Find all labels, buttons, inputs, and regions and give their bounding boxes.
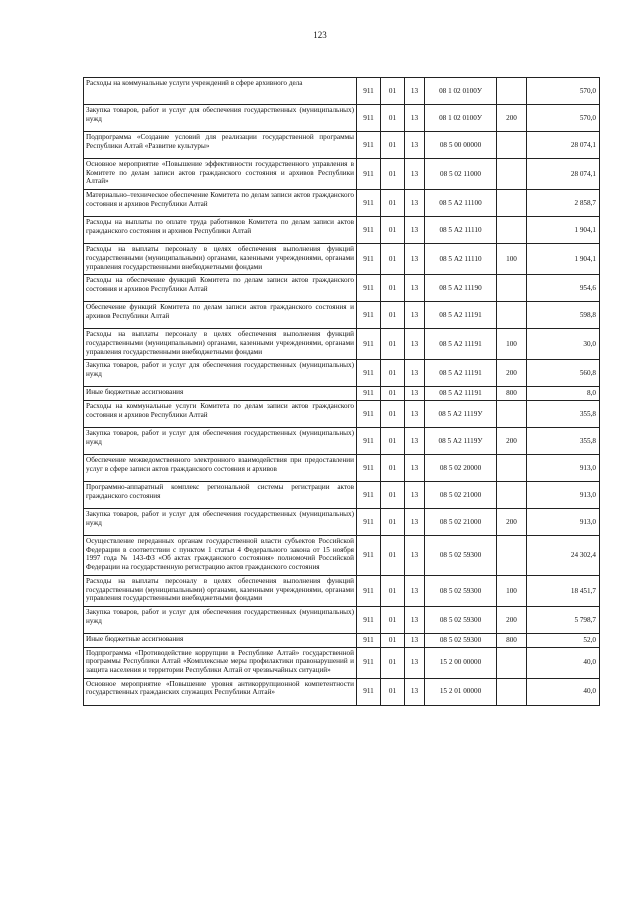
- budget-table: [83, 77, 600, 706]
- row-subsection-code: 13: [405, 159, 425, 190]
- row-expense-type: 800: [497, 387, 527, 401]
- row-target-article: 08 5 А2 11191: [425, 360, 497, 387]
- table-row: [84, 536, 600, 576]
- row-name: Расходы на выплаты персоналу в целях обеспечения выполнения функций государственными (муниципальными) органами, казенными учреждениями, органами управления государственными внебюджетными фондами: [84, 575, 357, 606]
- row-section-code: 01: [381, 132, 405, 159]
- row-amount: 355,8: [527, 428, 600, 455]
- row-subsection-code: 13: [405, 275, 425, 302]
- row-subsection-code: 13: [405, 455, 425, 482]
- row-expense-type: [497, 275, 527, 302]
- row-expense-type: 800: [497, 633, 527, 647]
- row-subsection-code: 13: [405, 132, 425, 159]
- table-row: [84, 606, 600, 633]
- row-amount: 560,8: [527, 360, 600, 387]
- row-expense-type: [497, 159, 527, 190]
- row-expense-type: 100: [497, 575, 527, 606]
- row-amount: 954,6: [527, 275, 600, 302]
- row-name: Закупка товаров, работ и услуг для обеспечения государственных (муниципальных) нужд: [84, 509, 357, 536]
- row-name: Программно-аппаратный комплекс региональной системы регистрации актов гражданского состояния: [84, 482, 357, 509]
- row-target-article: 08 5 02 21000: [425, 509, 497, 536]
- row-name: Закупка товаров, работ и услуг для обеспечения государственных (муниципальных) нужд: [84, 360, 357, 387]
- row-expense-type: [497, 536, 527, 576]
- row-section-code: 01: [381, 78, 405, 105]
- row-name: Расходы на выплаты персоналу в целях обеспечения выполнения функций государственными (муниципальными) органами, казенными учреждениями, органами управления государственными внебюджетными фондами: [84, 329, 357, 360]
- row-subsection-code: 13: [405, 105, 425, 132]
- row-target-article: 08 5 А2 11191: [425, 387, 497, 401]
- row-section-code: 01: [381, 190, 405, 217]
- row-admin-code: 911: [357, 455, 381, 482]
- table-row: [84, 509, 600, 536]
- row-amount: 40,0: [527, 647, 600, 678]
- row-admin-code: 911: [357, 78, 381, 105]
- row-name: Обеспечение межведомственного электронного взаимодействия при предоставлении услуг в сфере записи актов гражданского состояния и архивов: [84, 455, 357, 482]
- row-admin-code: 911: [357, 105, 381, 132]
- row-admin-code: 911: [357, 428, 381, 455]
- table-row: [84, 329, 600, 360]
- row-name: Иные бюджетные ассигнования: [84, 633, 357, 647]
- row-subsection-code: 13: [405, 387, 425, 401]
- row-amount: 570,0: [527, 78, 600, 105]
- row-admin-code: 911: [357, 678, 381, 705]
- row-admin-code: 911: [357, 633, 381, 647]
- row-target-article: 08 1 02 0100У: [425, 105, 497, 132]
- table-row: [84, 105, 600, 132]
- row-expense-type: 200: [497, 360, 527, 387]
- row-section-code: 01: [381, 217, 405, 244]
- row-section-code: 01: [381, 401, 405, 428]
- row-name: Расходы на коммунальные услуги Комитета по делам записи актов гражданского состояния и архивов Республики Алтай: [84, 401, 357, 428]
- row-amount: 5 798,7: [527, 606, 600, 633]
- row-name: Расходы на выплаты по оплате труда работников Комитета по делам записи актов гражданского состояния и архивов Республики Алтай: [84, 217, 357, 244]
- row-target-article: 08 5 02 59300: [425, 575, 497, 606]
- row-target-article: 15 2 01 00000: [425, 678, 497, 705]
- row-name: Основное мероприятие «Повышение эффективности государственного управления в Комитете по делам записи актов гражданского состояния и архивов Республики Алтай»: [84, 159, 357, 190]
- row-admin-code: 911: [357, 132, 381, 159]
- row-subsection-code: 13: [405, 360, 425, 387]
- row-target-article: 08 5 А2 11110: [425, 217, 497, 244]
- row-amount: 2 858,7: [527, 190, 600, 217]
- row-section-code: 01: [381, 360, 405, 387]
- row-section-code: 01: [381, 482, 405, 509]
- row-amount: 913,0: [527, 455, 600, 482]
- row-expense-type: [497, 401, 527, 428]
- row-section-code: 01: [381, 647, 405, 678]
- row-target-article: 08 5 02 59300: [425, 606, 497, 633]
- row-target-article: 08 5 02 59300: [425, 633, 497, 647]
- row-amount: 570,0: [527, 105, 600, 132]
- row-expense-type: [497, 482, 527, 509]
- row-admin-code: 911: [357, 401, 381, 428]
- budget-table-body: [84, 78, 600, 706]
- row-name: Иные бюджетные ассигнования: [84, 387, 357, 401]
- row-subsection-code: 13: [405, 633, 425, 647]
- table-row: [84, 275, 600, 302]
- row-name: Расходы на коммунальные услуги учреждений в сфере архивного дела: [84, 78, 357, 105]
- row-subsection-code: 13: [405, 536, 425, 576]
- row-amount: 24 302,4: [527, 536, 600, 576]
- table-row: [84, 401, 600, 428]
- row-target-article: 08 5 00 00000: [425, 132, 497, 159]
- row-expense-type: [497, 217, 527, 244]
- row-section-code: 01: [381, 159, 405, 190]
- row-name: Расходы на выплаты персоналу в целях обеспечения выполнения функций государственными (муниципальными) органами, казенными учреждениями, органами управления государственными внебюджетными фондами: [84, 244, 357, 275]
- row-target-article: 08 5 02 59300: [425, 536, 497, 576]
- row-amount: 40,0: [527, 678, 600, 705]
- row-target-article: 08 5 А2 1119У: [425, 428, 497, 455]
- row-admin-code: 911: [357, 329, 381, 360]
- table-row: [84, 244, 600, 275]
- row-name: Подпрограмма «Противодействие коррупции в Республике Алтай» государственной программы Республики Алтай «Комплексные меры профилактики правонарушений и защита населения и территории Республики Алтай от чрезвычайных ситуаций»: [84, 647, 357, 678]
- row-subsection-code: 13: [405, 329, 425, 360]
- row-expense-type: 200: [497, 606, 527, 633]
- row-subsection-code: 13: [405, 428, 425, 455]
- row-amount: 8,0: [527, 387, 600, 401]
- row-admin-code: 911: [357, 509, 381, 536]
- row-amount: 28 074,1: [527, 132, 600, 159]
- row-admin-code: 911: [357, 647, 381, 678]
- table-row: [84, 633, 600, 647]
- row-section-code: 01: [381, 105, 405, 132]
- row-amount: 28 074,1: [527, 159, 600, 190]
- row-expense-type: [497, 455, 527, 482]
- table-row: [84, 428, 600, 455]
- row-target-article: 08 5 02 21000: [425, 482, 497, 509]
- row-name: Закупка товаров, работ и услуг для обеспечения государственных (муниципальных) нужд: [84, 606, 357, 633]
- table-row: [84, 455, 600, 482]
- table-row: [84, 302, 600, 329]
- row-admin-code: 911: [357, 575, 381, 606]
- table-row: [84, 217, 600, 244]
- row-expense-type: [497, 678, 527, 705]
- row-target-article: 08 5 А2 11110: [425, 244, 497, 275]
- table-row: [84, 360, 600, 387]
- table-row: [84, 647, 600, 678]
- row-admin-code: 911: [357, 159, 381, 190]
- row-section-code: 01: [381, 606, 405, 633]
- row-target-article: 08 5 02 20000: [425, 455, 497, 482]
- row-target-article: 08 1 02 0100У: [425, 78, 497, 105]
- row-amount: 1 904,1: [527, 217, 600, 244]
- row-target-article: 08 5 А2 11100: [425, 190, 497, 217]
- row-section-code: 01: [381, 302, 405, 329]
- row-admin-code: 911: [357, 244, 381, 275]
- table-row: [84, 482, 600, 509]
- row-amount: 355,8: [527, 401, 600, 428]
- row-subsection-code: 13: [405, 575, 425, 606]
- row-section-code: 01: [381, 455, 405, 482]
- row-expense-type: 200: [497, 509, 527, 536]
- row-admin-code: 911: [357, 482, 381, 509]
- row-admin-code: 911: [357, 302, 381, 329]
- table-row: [84, 575, 600, 606]
- row-subsection-code: 13: [405, 509, 425, 536]
- row-expense-type: [497, 132, 527, 159]
- row-admin-code: 911: [357, 360, 381, 387]
- row-section-code: 01: [381, 428, 405, 455]
- row-subsection-code: 13: [405, 217, 425, 244]
- row-amount: 913,0: [527, 482, 600, 509]
- page-number: 123: [313, 30, 327, 40]
- table-row: [84, 387, 600, 401]
- row-amount: 18 451,7: [527, 575, 600, 606]
- table-row: [84, 132, 600, 159]
- row-section-code: 01: [381, 633, 405, 647]
- row-amount: 30,0: [527, 329, 600, 360]
- row-admin-code: 911: [357, 536, 381, 576]
- table-row: [84, 190, 600, 217]
- row-expense-type: [497, 302, 527, 329]
- row-subsection-code: 13: [405, 678, 425, 705]
- row-section-code: 01: [381, 329, 405, 360]
- row-target-article: 08 5 02 11000: [425, 159, 497, 190]
- row-subsection-code: 13: [405, 647, 425, 678]
- row-name: Подпрограмма «Создание условий для реализации государственной программы Республики Алтай «Развитие культуры»: [84, 132, 357, 159]
- row-subsection-code: 13: [405, 606, 425, 633]
- row-subsection-code: 13: [405, 190, 425, 217]
- row-amount: 598,8: [527, 302, 600, 329]
- row-admin-code: 911: [357, 606, 381, 633]
- row-target-article: 08 5 А2 11190: [425, 275, 497, 302]
- row-name: Обеспечение функций Комитета по делам записи актов гражданского состояния и архивов Республики Алтай: [84, 302, 357, 329]
- row-amount: 52,0: [527, 633, 600, 647]
- row-name: Материально–техническое обеспечение Комитета по делам записи актов гражданского состояния и архивов Республики Алтай: [84, 190, 357, 217]
- row-section-code: 01: [381, 536, 405, 576]
- table-row: [84, 78, 600, 105]
- row-section-code: 01: [381, 509, 405, 536]
- row-target-article: 08 5 А2 11191: [425, 302, 497, 329]
- row-name: Расходы на обеспечение функций Комитета по делам записи актов гражданского состояния и архивов Республики Алтай: [84, 275, 357, 302]
- row-expense-type: [497, 190, 527, 217]
- row-expense-type: 100: [497, 244, 527, 275]
- row-admin-code: 911: [357, 190, 381, 217]
- row-name: Закупка товаров, работ и услуг для обеспечения государственных (муниципальных) нужд: [84, 105, 357, 132]
- row-expense-type: [497, 647, 527, 678]
- row-admin-code: 911: [357, 275, 381, 302]
- row-section-code: 01: [381, 275, 405, 302]
- row-target-article: 15 2 00 00000: [425, 647, 497, 678]
- row-section-code: 01: [381, 575, 405, 606]
- row-section-code: 01: [381, 244, 405, 275]
- row-expense-type: [497, 78, 527, 105]
- row-subsection-code: 13: [405, 244, 425, 275]
- row-section-code: 01: [381, 678, 405, 705]
- row-expense-type: 200: [497, 428, 527, 455]
- row-expense-type: 200: [497, 105, 527, 132]
- row-admin-code: 911: [357, 387, 381, 401]
- row-name: Осуществление переданных органам государственной власти субъектов Российской Федерации в соответствии с пунктом 1 статьи 4 Федерального закона от 15 ноября 1997 года № 143-ФЗ «Об актах гражданского состояния» полномочий Российской Федерации на государственную регистрацию актов гражданского состояния: [84, 536, 357, 576]
- row-subsection-code: 13: [405, 302, 425, 329]
- table-row: [84, 678, 600, 705]
- row-name: Основное мероприятие «Повышение уровня антикоррупционной компетентности государственных гражданских служащих Республики Алтай»: [84, 678, 357, 705]
- row-target-article: 08 5 А2 1119У: [425, 401, 497, 428]
- row-name: Закупка товаров, работ и услуг для обеспечения государственных (муниципальных) нужд: [84, 428, 357, 455]
- row-target-article: 08 5 А2 11191: [425, 329, 497, 360]
- row-subsection-code: 13: [405, 401, 425, 428]
- row-expense-type: 100: [497, 329, 527, 360]
- row-section-code: 01: [381, 387, 405, 401]
- row-subsection-code: 13: [405, 78, 425, 105]
- row-amount: 913,0: [527, 509, 600, 536]
- row-admin-code: 911: [357, 217, 381, 244]
- row-amount: 1 904,1: [527, 244, 600, 275]
- table-row: [84, 159, 600, 190]
- row-subsection-code: 13: [405, 482, 425, 509]
